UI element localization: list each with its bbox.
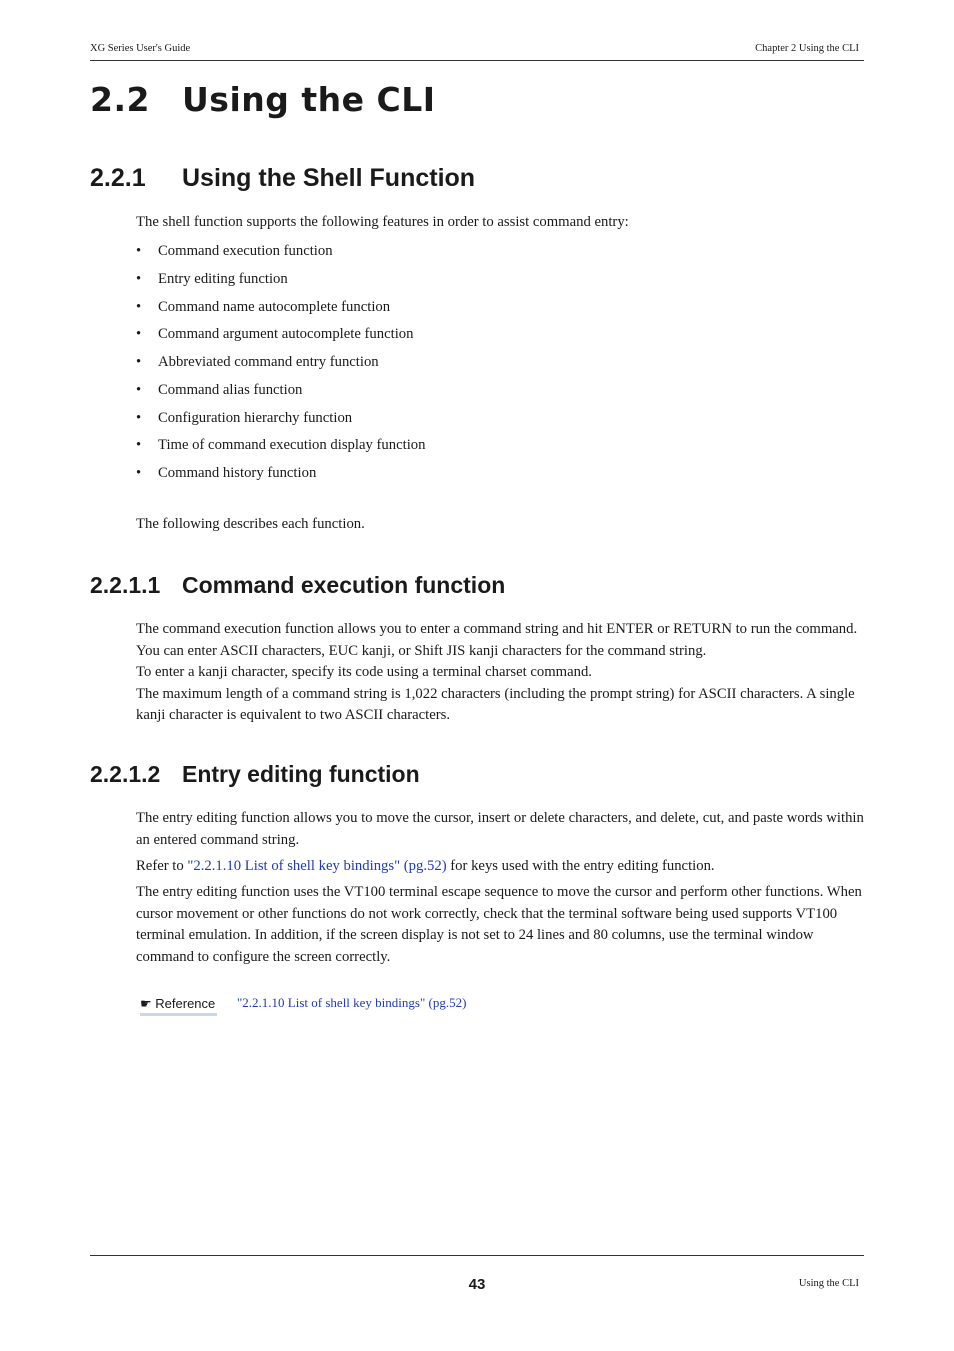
list-item: • Command name autocomplete function: [136, 296, 425, 324]
body-line: The command execution function allows you to enter a command string and hit ENTER or RETURN to run the command.: [136, 621, 858, 637]
list-item: • Command history function: [136, 462, 425, 490]
list-item: • Command alias function: [136, 379, 425, 407]
list-item: • Command execution function: [136, 240, 425, 268]
list-item: • Abbreviated command entry function: [136, 351, 425, 379]
entry-editing-paragraph-3: The entry editing function uses the VT100 terminal escape sequence to move the cursor and perform other functions. When cursor movement or other functions do not work correctly, check that the terminal software being used supports VT100 terminal emulation. In addition, if the screen display is not set to 24 lines and 80 columns, use the terminal window command to configure the screen correctly.: [136, 884, 862, 965]
body-line: The maximum length of a command string is 1,022 characters (including the prompt string) for ASCII characters. A single kanji character is equivalent to two ASCII characters.: [136, 685, 855, 723]
section-number: 2.2: [90, 80, 150, 119]
refer-suffix: for keys used with the entry editing function.: [446, 858, 715, 874]
heading-number: 2.2.1.1: [90, 572, 161, 598]
running-header-left: XG Series User's Guide: [90, 43, 191, 54]
refer-prefix: Refer to: [136, 858, 188, 874]
body-line: To enter a kanji character, specify its code using a terminal charset command.: [136, 664, 592, 680]
footer-rule: [90, 1255, 864, 1256]
entry-editing-paragraph-1: The entry editing function allows you to move the cursor, insert or delete characters, and delete, cut, and paste words within an entered command string.: [136, 810, 864, 848]
running-header-right: Chapter 2 Using the CLI: [755, 43, 859, 54]
cross-reference-link[interactable]: "2.2.1.10 List of shell key bindings" (pg.52): [187, 858, 447, 874]
reference-badge: [140, 996, 217, 1016]
pointing-hand-icon: ☛: [140, 996, 152, 1011]
page-number: 43: [468, 1276, 486, 1293]
subsection-title: Using the Shell Function: [182, 164, 476, 192]
header-rule: [90, 60, 864, 61]
body-line: You can enter ASCII characters, EUC kanji, or Shift JIS kanji characters for the command string.: [136, 642, 707, 659]
section-title: Using the CLI: [182, 80, 436, 119]
list-item: • Configuration hierarchy function: [136, 407, 425, 435]
intro-paragraph: The shell function supports the following features in order to assist command entry:: [136, 214, 629, 230]
heading-title: Command execution function: [182, 572, 506, 598]
outro-paragraph: The following describes each function.: [136, 516, 365, 532]
section-heading: [90, 80, 436, 119]
reference-link[interactable]: "2.2.1.10 List of shell key bindings" (pg.52): [237, 995, 467, 1010]
heading-number: 2.2.1.2: [90, 761, 161, 787]
subsection-number: 2.2.1: [90, 164, 146, 192]
command-execution-heading: [90, 572, 505, 599]
reference-label: Reference: [155, 996, 216, 1011]
subsection-heading: [90, 164, 475, 193]
entry-editing-refer-paragraph: [136, 856, 866, 878]
list-item: • Time of command execution display function: [136, 434, 425, 462]
running-footer-right: Using the CLI: [798, 1278, 859, 1289]
list-item: • Entry editing function: [136, 268, 425, 296]
command-execution-body: [136, 619, 876, 727]
heading-title: Entry editing function: [182, 761, 420, 787]
feature-list: [136, 240, 425, 490]
list-item: • Command argument autocomplete function: [136, 323, 425, 351]
entry-editing-heading: [90, 761, 420, 788]
